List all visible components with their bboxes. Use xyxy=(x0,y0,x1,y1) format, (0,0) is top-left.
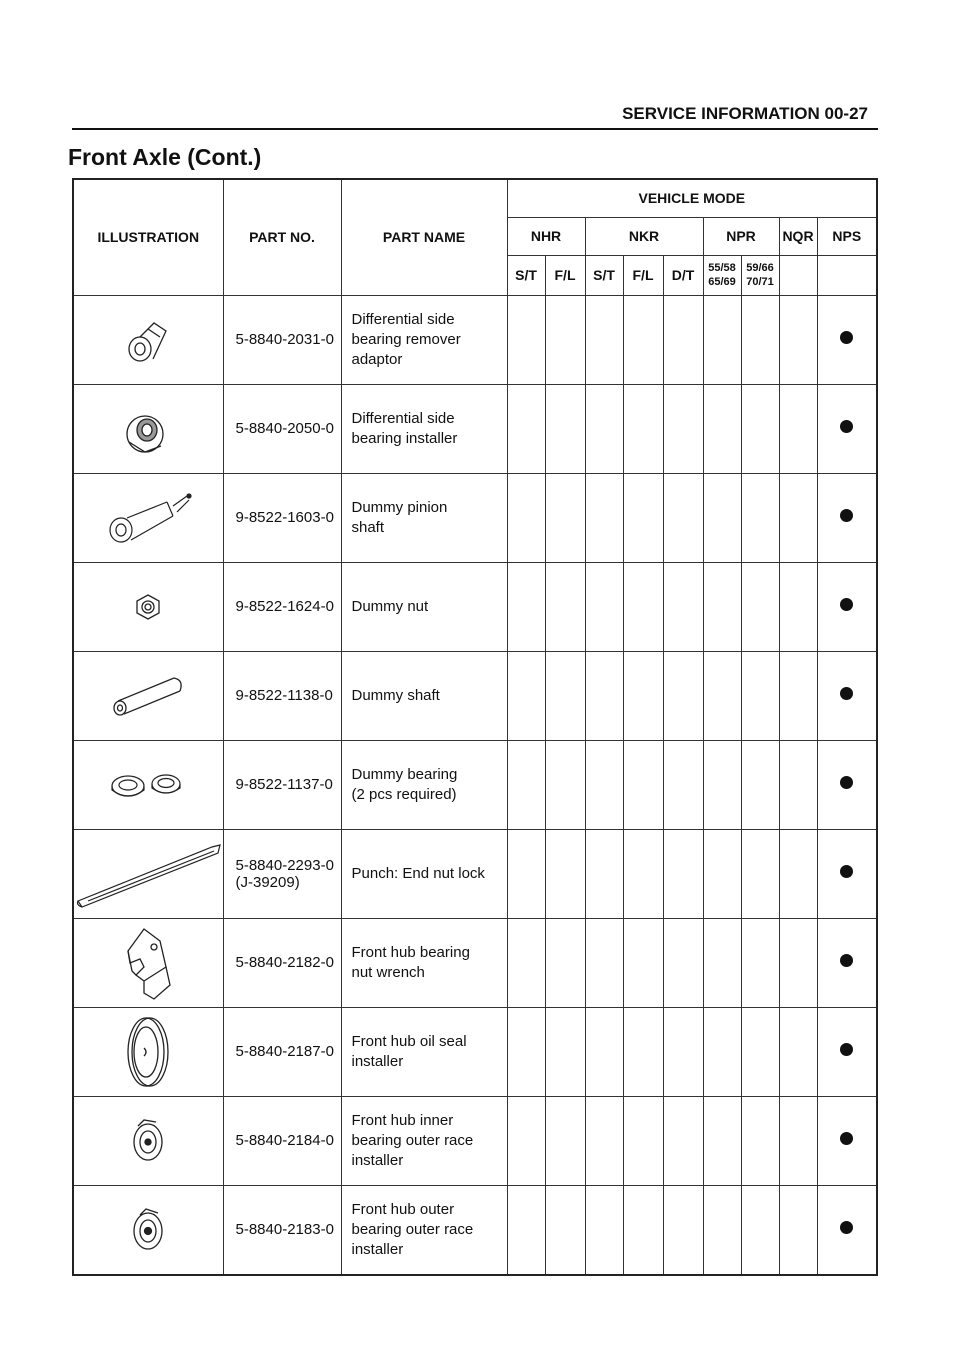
part-number xyxy=(223,1096,341,1185)
nkr-dt-header: D/T xyxy=(663,255,703,295)
part-number xyxy=(223,651,341,740)
cell-nhr-st xyxy=(507,918,545,1007)
part-name-line: (2 pcs required) xyxy=(351,785,457,803)
group-nkr-header: NKR xyxy=(585,217,703,255)
cell-nqr xyxy=(779,651,817,740)
cell-npr-5558 xyxy=(703,829,741,918)
part-number-line: 5-8840-2187-0 xyxy=(235,1043,334,1060)
part-name-line: bearing remover xyxy=(351,330,461,348)
applicable-dot-icon xyxy=(840,1043,853,1056)
cell-nps xyxy=(817,740,877,829)
nkr-st-header: S/T xyxy=(585,255,623,295)
cell-nqr xyxy=(779,1185,817,1275)
dummy-bearing-illustration xyxy=(73,740,223,829)
part-name-line: Dummy shaft xyxy=(351,686,440,704)
applicable-dot-icon xyxy=(840,776,853,789)
cell-nkr-dt xyxy=(663,1096,703,1185)
tool-rows xyxy=(73,295,877,1275)
cell-nkr-dt xyxy=(663,562,703,651)
cell-nqr xyxy=(779,384,817,473)
part-number-line: 5-8840-2183-0 xyxy=(235,1221,334,1238)
part-number-line: 9-8522-1138-0 xyxy=(235,687,333,704)
cell-nps xyxy=(817,1007,877,1096)
part-number-line: 5-8840-2293-0 xyxy=(235,856,334,874)
section-title: Front Axle (Cont.) xyxy=(68,144,262,170)
cell-nqr xyxy=(779,829,817,918)
npr-5966-line1: 59/66 xyxy=(746,262,774,274)
cell-nkr-fl xyxy=(623,918,663,1007)
part-name xyxy=(341,1185,507,1275)
cell-nps xyxy=(817,562,877,651)
cell-nkr-st xyxy=(585,295,623,384)
cell-npr-5966 xyxy=(741,384,779,473)
cell-npr-5966 xyxy=(741,1007,779,1096)
table-row xyxy=(73,918,877,1007)
applicable-dot-icon xyxy=(840,509,853,522)
col-part-no-header: PART NO. xyxy=(223,179,341,295)
col-part-name-header: PART NAME xyxy=(341,179,507,295)
cell-nhr-st xyxy=(507,1185,545,1275)
applicable-dot-icon xyxy=(840,687,853,700)
applicable-dot-icon xyxy=(840,420,853,433)
cell-nkr-dt xyxy=(663,295,703,384)
cell-nkr-dt xyxy=(663,829,703,918)
part-name-line: Dummy nut xyxy=(351,597,429,615)
cell-npr-5558 xyxy=(703,740,741,829)
cell-npr-5558 xyxy=(703,1185,741,1275)
cell-nkr-fl xyxy=(623,384,663,473)
cell-nkr-dt xyxy=(663,651,703,740)
npr-5966-header xyxy=(741,255,779,295)
nqr-sub-header xyxy=(779,255,817,295)
cell-nkr-st xyxy=(585,562,623,651)
applicable-dot-icon xyxy=(840,331,853,344)
table-row xyxy=(73,384,877,473)
part-number xyxy=(223,295,341,384)
dummy-nut-illustration xyxy=(73,562,223,651)
cell-nqr xyxy=(779,295,817,384)
cell-nkr-st xyxy=(585,740,623,829)
table-row xyxy=(73,473,877,562)
applicable-dot-icon xyxy=(840,1132,853,1145)
cell-nqr xyxy=(779,1007,817,1096)
cell-nkr-st xyxy=(585,1185,623,1275)
cell-nps xyxy=(817,918,877,1007)
npr-5558-header xyxy=(703,255,741,295)
col-illustration-header: ILLUSTRATION xyxy=(73,179,223,295)
cell-nkr-fl xyxy=(623,740,663,829)
cell-nhr-st xyxy=(507,384,545,473)
group-nhr-header: NHR xyxy=(507,217,585,255)
part-name xyxy=(341,651,507,740)
part-name xyxy=(341,562,507,651)
cell-nps xyxy=(817,829,877,918)
part-number-line: 5-8840-2182-0 xyxy=(235,954,334,971)
cell-npr-5558 xyxy=(703,295,741,384)
part-number-line: 9-8522-1603-0 xyxy=(235,509,334,526)
cell-nhr-fl xyxy=(545,295,585,384)
part-name-line: Front hub inner xyxy=(351,1111,454,1129)
cell-nkr-st xyxy=(585,829,623,918)
part-name-line: bearing outer race xyxy=(351,1220,474,1238)
cell-nhr-fl xyxy=(545,1185,585,1275)
cell-nkr-dt xyxy=(663,384,703,473)
part-number xyxy=(223,384,341,473)
npr-5558-line2: 65/69 xyxy=(708,276,736,288)
cell-nkr-dt xyxy=(663,918,703,1007)
cell-nhr-fl xyxy=(545,562,585,651)
cell-nkr-dt xyxy=(663,1007,703,1096)
cell-nkr-fl xyxy=(623,829,663,918)
cell-nkr-fl xyxy=(623,1007,663,1096)
cell-nhr-fl xyxy=(545,918,585,1007)
cell-npr-5966 xyxy=(741,562,779,651)
bearing-remover-adaptor-illustration xyxy=(73,295,223,384)
part-number xyxy=(223,740,341,829)
cell-nkr-st xyxy=(585,1096,623,1185)
part-name-line: Dummy pinion xyxy=(351,498,448,516)
cell-npr-5558 xyxy=(703,384,741,473)
part-name-line: bearing installer xyxy=(351,429,458,447)
cell-nqr xyxy=(779,918,817,1007)
cell-npr-5558 xyxy=(703,473,741,562)
special-tools-table xyxy=(72,178,878,1276)
part-name xyxy=(341,918,507,1007)
dummy-pinion-shaft-illustration xyxy=(73,473,223,562)
cell-nqr xyxy=(779,562,817,651)
part-number xyxy=(223,918,341,1007)
cell-nkr-dt xyxy=(663,740,703,829)
cell-nkr-fl xyxy=(623,651,663,740)
applicable-dot-icon xyxy=(840,865,853,878)
outer-race-installer-illustration xyxy=(73,1185,223,1275)
cell-npr-5966 xyxy=(741,1185,779,1275)
cell-nhr-st xyxy=(507,740,545,829)
nhr-fl-header: F/L xyxy=(545,255,585,295)
cell-nqr xyxy=(779,740,817,829)
part-name-line: Differential side xyxy=(351,409,455,427)
part-name xyxy=(341,1096,507,1185)
vehicle-mode-header: VEHICLE MODE xyxy=(507,179,877,217)
part-number xyxy=(223,562,341,651)
part-number xyxy=(223,473,341,562)
part-name-line: installer xyxy=(351,1240,404,1258)
cell-nps xyxy=(817,1185,877,1275)
cell-nkr-st xyxy=(585,651,623,740)
part-number-line: 5-8840-2050-0 xyxy=(235,420,334,437)
cell-nhr-fl xyxy=(545,651,585,740)
part-name-line: nut wrench xyxy=(351,963,425,981)
nhr-st-header: S/T xyxy=(507,255,545,295)
table-row xyxy=(73,740,877,829)
part-name-line: installer xyxy=(351,1052,404,1070)
page-header: SERVICE INFORMATION 00-27 xyxy=(622,104,868,123)
cell-nps xyxy=(817,473,877,562)
part-number xyxy=(223,1007,341,1096)
cell-npr-5966 xyxy=(741,473,779,562)
table-row xyxy=(73,1007,877,1096)
hub-bearing-nut-wrench-illustration xyxy=(73,918,223,1007)
cell-nhr-st xyxy=(507,562,545,651)
part-name xyxy=(341,1007,507,1096)
table-row xyxy=(73,651,877,740)
part-name xyxy=(341,829,507,918)
cell-npr-5558 xyxy=(703,918,741,1007)
dummy-shaft-illustration xyxy=(73,651,223,740)
cell-nps xyxy=(817,295,877,384)
cell-nhr-fl xyxy=(545,1096,585,1185)
cell-npr-5558 xyxy=(703,651,741,740)
part-name-line: bearing outer race xyxy=(351,1131,474,1149)
cell-npr-5966 xyxy=(741,295,779,384)
cell-nhr-fl xyxy=(545,1007,585,1096)
cell-npr-5558 xyxy=(703,1096,741,1185)
cell-nhr-fl xyxy=(545,473,585,562)
cell-nps xyxy=(817,1096,877,1185)
part-number-line: 9-8522-1624-0 xyxy=(235,598,334,615)
cell-npr-5558 xyxy=(703,1007,741,1096)
group-nqr-header: NQR xyxy=(779,217,817,255)
inner-race-installer-illustration xyxy=(73,1096,223,1185)
table-row xyxy=(73,295,877,384)
part-name xyxy=(341,740,507,829)
bearing-installer-illustration xyxy=(73,384,223,473)
part-name-line: Punch: End nut lock xyxy=(351,864,485,882)
cell-nhr-st xyxy=(507,1007,545,1096)
nkr-fl-header: F/L xyxy=(623,255,663,295)
cell-npr-5966 xyxy=(741,740,779,829)
part-name-line: installer xyxy=(351,1151,404,1169)
cell-nkr-fl xyxy=(623,473,663,562)
cell-nps xyxy=(817,384,877,473)
part-number-line: 9-8522-1137-0 xyxy=(235,776,333,793)
npr-5558-line1: 55/58 xyxy=(708,262,736,274)
table-row xyxy=(73,1185,877,1275)
cell-nkr-st xyxy=(585,918,623,1007)
applicable-dot-icon xyxy=(840,1221,853,1234)
part-name-line: Dummy bearing xyxy=(351,765,458,783)
part-name-line: Front hub outer xyxy=(351,1200,455,1218)
part-number xyxy=(223,829,341,918)
cell-nkr-fl xyxy=(623,1096,663,1185)
oil-seal-installer-illustration xyxy=(73,1007,223,1096)
cell-nqr xyxy=(779,473,817,562)
header-rule xyxy=(72,128,878,130)
cell-nkr-fl xyxy=(623,562,663,651)
cell-nkr-st xyxy=(585,384,623,473)
cell-nhr-st xyxy=(507,1096,545,1185)
part-name xyxy=(341,384,507,473)
table-row xyxy=(73,1096,877,1185)
cell-nqr xyxy=(779,1096,817,1185)
cell-nkr-dt xyxy=(663,1185,703,1275)
part-number-line: 5-8840-2184-0 xyxy=(235,1132,334,1149)
group-npr-header: NPR xyxy=(703,217,779,255)
cell-nkr-fl xyxy=(623,295,663,384)
nps-sub-header xyxy=(817,255,877,295)
cell-nhr-fl xyxy=(545,829,585,918)
part-name xyxy=(341,473,507,562)
part-name-line: Differential side xyxy=(351,310,455,328)
cell-nhr-st xyxy=(507,651,545,740)
cell-nhr-fl xyxy=(545,740,585,829)
cell-nkr-st xyxy=(585,1007,623,1096)
cell-npr-5966 xyxy=(741,1096,779,1185)
cell-nps xyxy=(817,651,877,740)
part-name xyxy=(341,295,507,384)
cell-nkr-st xyxy=(585,473,623,562)
cell-npr-5966 xyxy=(741,651,779,740)
part-number xyxy=(223,1185,341,1275)
part-name-line: shaft xyxy=(351,518,385,536)
cell-nhr-st xyxy=(507,829,545,918)
table-row xyxy=(73,562,877,651)
part-name-line: Front hub oil seal xyxy=(351,1032,467,1050)
cell-nkr-fl xyxy=(623,1185,663,1275)
cell-nhr-fl xyxy=(545,384,585,473)
cell-nkr-dt xyxy=(663,473,703,562)
part-number-line: 5-8840-2031-0 xyxy=(235,331,334,348)
group-nps-header: NPS xyxy=(817,217,877,255)
cell-npr-5966 xyxy=(741,829,779,918)
cell-npr-5558 xyxy=(703,562,741,651)
part-number-line: (J-39209) xyxy=(235,873,300,891)
applicable-dot-icon xyxy=(840,954,853,967)
punch-illustration xyxy=(73,829,223,918)
cell-npr-5966 xyxy=(741,918,779,1007)
table-row xyxy=(73,829,877,918)
npr-5966-line2: 70/71 xyxy=(746,276,774,288)
part-name-line: adaptor xyxy=(351,350,403,368)
part-name-line: Front hub bearing xyxy=(351,943,470,961)
applicable-dot-icon xyxy=(840,598,853,611)
cell-nhr-st xyxy=(507,295,545,384)
cell-nhr-st xyxy=(507,473,545,562)
